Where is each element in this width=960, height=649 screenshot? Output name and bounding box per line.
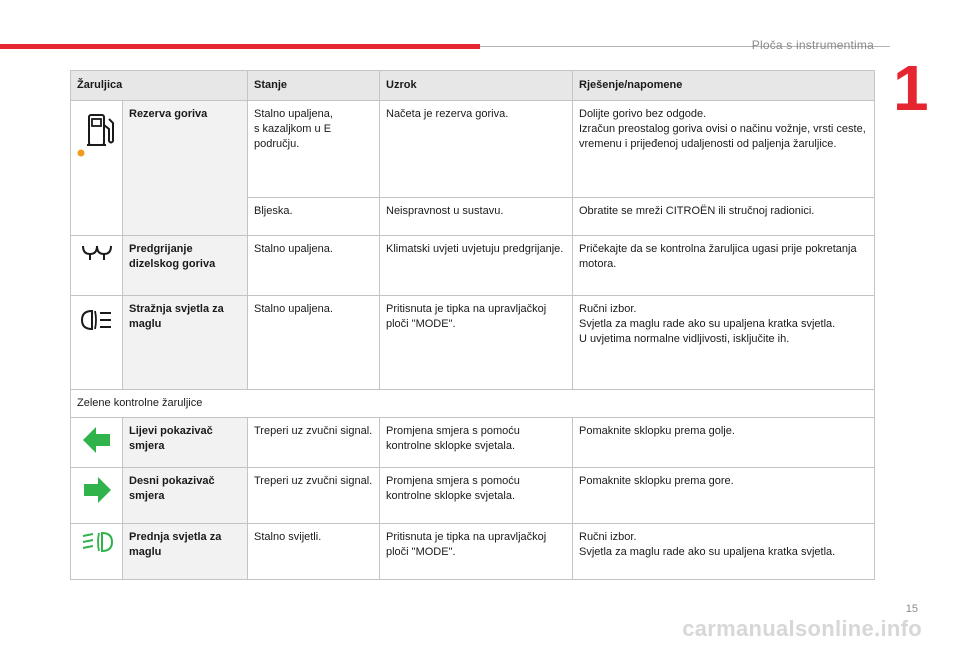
table-row [71, 468, 875, 524]
solution-cell: Obratite se mreži CITROËN ili stručnoj radionici. [573, 198, 875, 236]
cause-cell: Pritisnuta je tipka na upravljačkoj ploči "MODE". [380, 296, 573, 390]
column-header-light: Žaruljica [71, 71, 248, 101]
preheat-icon-cell [71, 236, 123, 296]
rear-fog-light-icon [80, 308, 114, 332]
light-name-right-indicator: Desni pokazivač smjera [123, 468, 248, 524]
section-title-green-lights: Zelene kontrolne žaruljice [71, 390, 875, 418]
right-arrow-icon [81, 474, 113, 506]
glow-plug-icon [80, 242, 114, 264]
cause-cell: Načeta je rezerva goriva. [380, 101, 573, 198]
cause-cell: Promjena smjera s pomoću kontrolne sklopke svjetala. [380, 418, 573, 468]
state-cell: Stalno upaljena. [248, 296, 380, 390]
watermark: carmanualsonline.info [682, 616, 922, 641]
table-row [71, 296, 875, 390]
column-header-solution: Rješenje/napomene [573, 71, 875, 101]
solution-cell: Pomaknite sklopku prema golje. [573, 418, 875, 468]
solution-cell: Pomaknite sklopku prema gore. [573, 468, 875, 524]
state-cell: Stalno svijetli. [248, 524, 380, 580]
table-row [71, 101, 875, 198]
rear-fog-icon-cell [71, 296, 123, 390]
column-header-state: Stanje [248, 71, 380, 101]
solution-cell: Dolijte gorivo bez odgode. Izračun preostalog goriva ovisi o načinu vožnje, vrsti ceste, vremenu i prijeđenoj udaljenosti od paljenja žaruljice. [573, 101, 875, 198]
light-name-fuel: Rezerva goriva [123, 101, 248, 236]
front-fog-icon-cell [71, 524, 123, 580]
state-cell: Treperi uz zvučni signal. [248, 468, 380, 524]
chapter-number: 1 [893, 52, 929, 124]
table-header-row [71, 71, 875, 101]
light-name-preheat: Predgrijanje dizelskog goriva [123, 236, 248, 296]
fuel-pump-icon [77, 111, 121, 159]
light-name-rear-fog: Stražnja svjetla za maglu [123, 296, 248, 390]
cause-cell: Promjena smjera s pomoću kontrolne sklopke svjetala. [380, 468, 573, 524]
page-section-title: Ploča s instrumentima [751, 38, 874, 52]
warning-lights-table [70, 70, 875, 580]
cause-cell: Neispravnost u sustavu. [380, 198, 573, 236]
page-number: 15 [905, 603, 918, 615]
header-red-bar [0, 44, 480, 49]
state-cell: Treperi uz zvučni signal. [248, 418, 380, 468]
front-fog-light-icon [80, 530, 114, 554]
state-cell: Stalno upaljena. [248, 236, 380, 296]
table-row [71, 418, 875, 468]
right-indicator-icon-cell [71, 468, 123, 524]
light-name-left-indicator: Lijevi pokazivač smjera [123, 418, 248, 468]
amber-dot-icon [78, 150, 85, 157]
table-row [71, 236, 875, 296]
column-header-cause: Uzrok [380, 71, 573, 101]
left-indicator-icon-cell [71, 418, 123, 468]
solution-cell: Ručni izbor. Svjetla za maglu rade ako su upaljena kratka svjetla. U uvjetima normalne vidljivosti, isključite ih. [573, 296, 875, 390]
section-row [71, 390, 875, 418]
solution-cell: Pričekajte da se kontrolna žaruljica ugasi prije pokretanja motora. [573, 236, 875, 296]
cause-cell: Klimatski uvjeti uvjetuju predgrijanje. [380, 236, 573, 296]
table-row [71, 524, 875, 580]
left-arrow-icon [81, 424, 113, 456]
cause-cell: Pritisnuta je tipka na upravljačkoj ploči "MODE". [380, 524, 573, 580]
state-cell: Stalno upaljena, s kazaljkom u E području. [248, 101, 380, 198]
state-cell: Bljeska. [248, 198, 380, 236]
solution-cell: Ručni izbor. Svjetla za maglu rade ako su upaljena kratka svjetla. [573, 524, 875, 580]
fuel-icon-cell [71, 101, 123, 236]
light-name-front-fog: Prednja svjetla za maglu [123, 524, 248, 580]
